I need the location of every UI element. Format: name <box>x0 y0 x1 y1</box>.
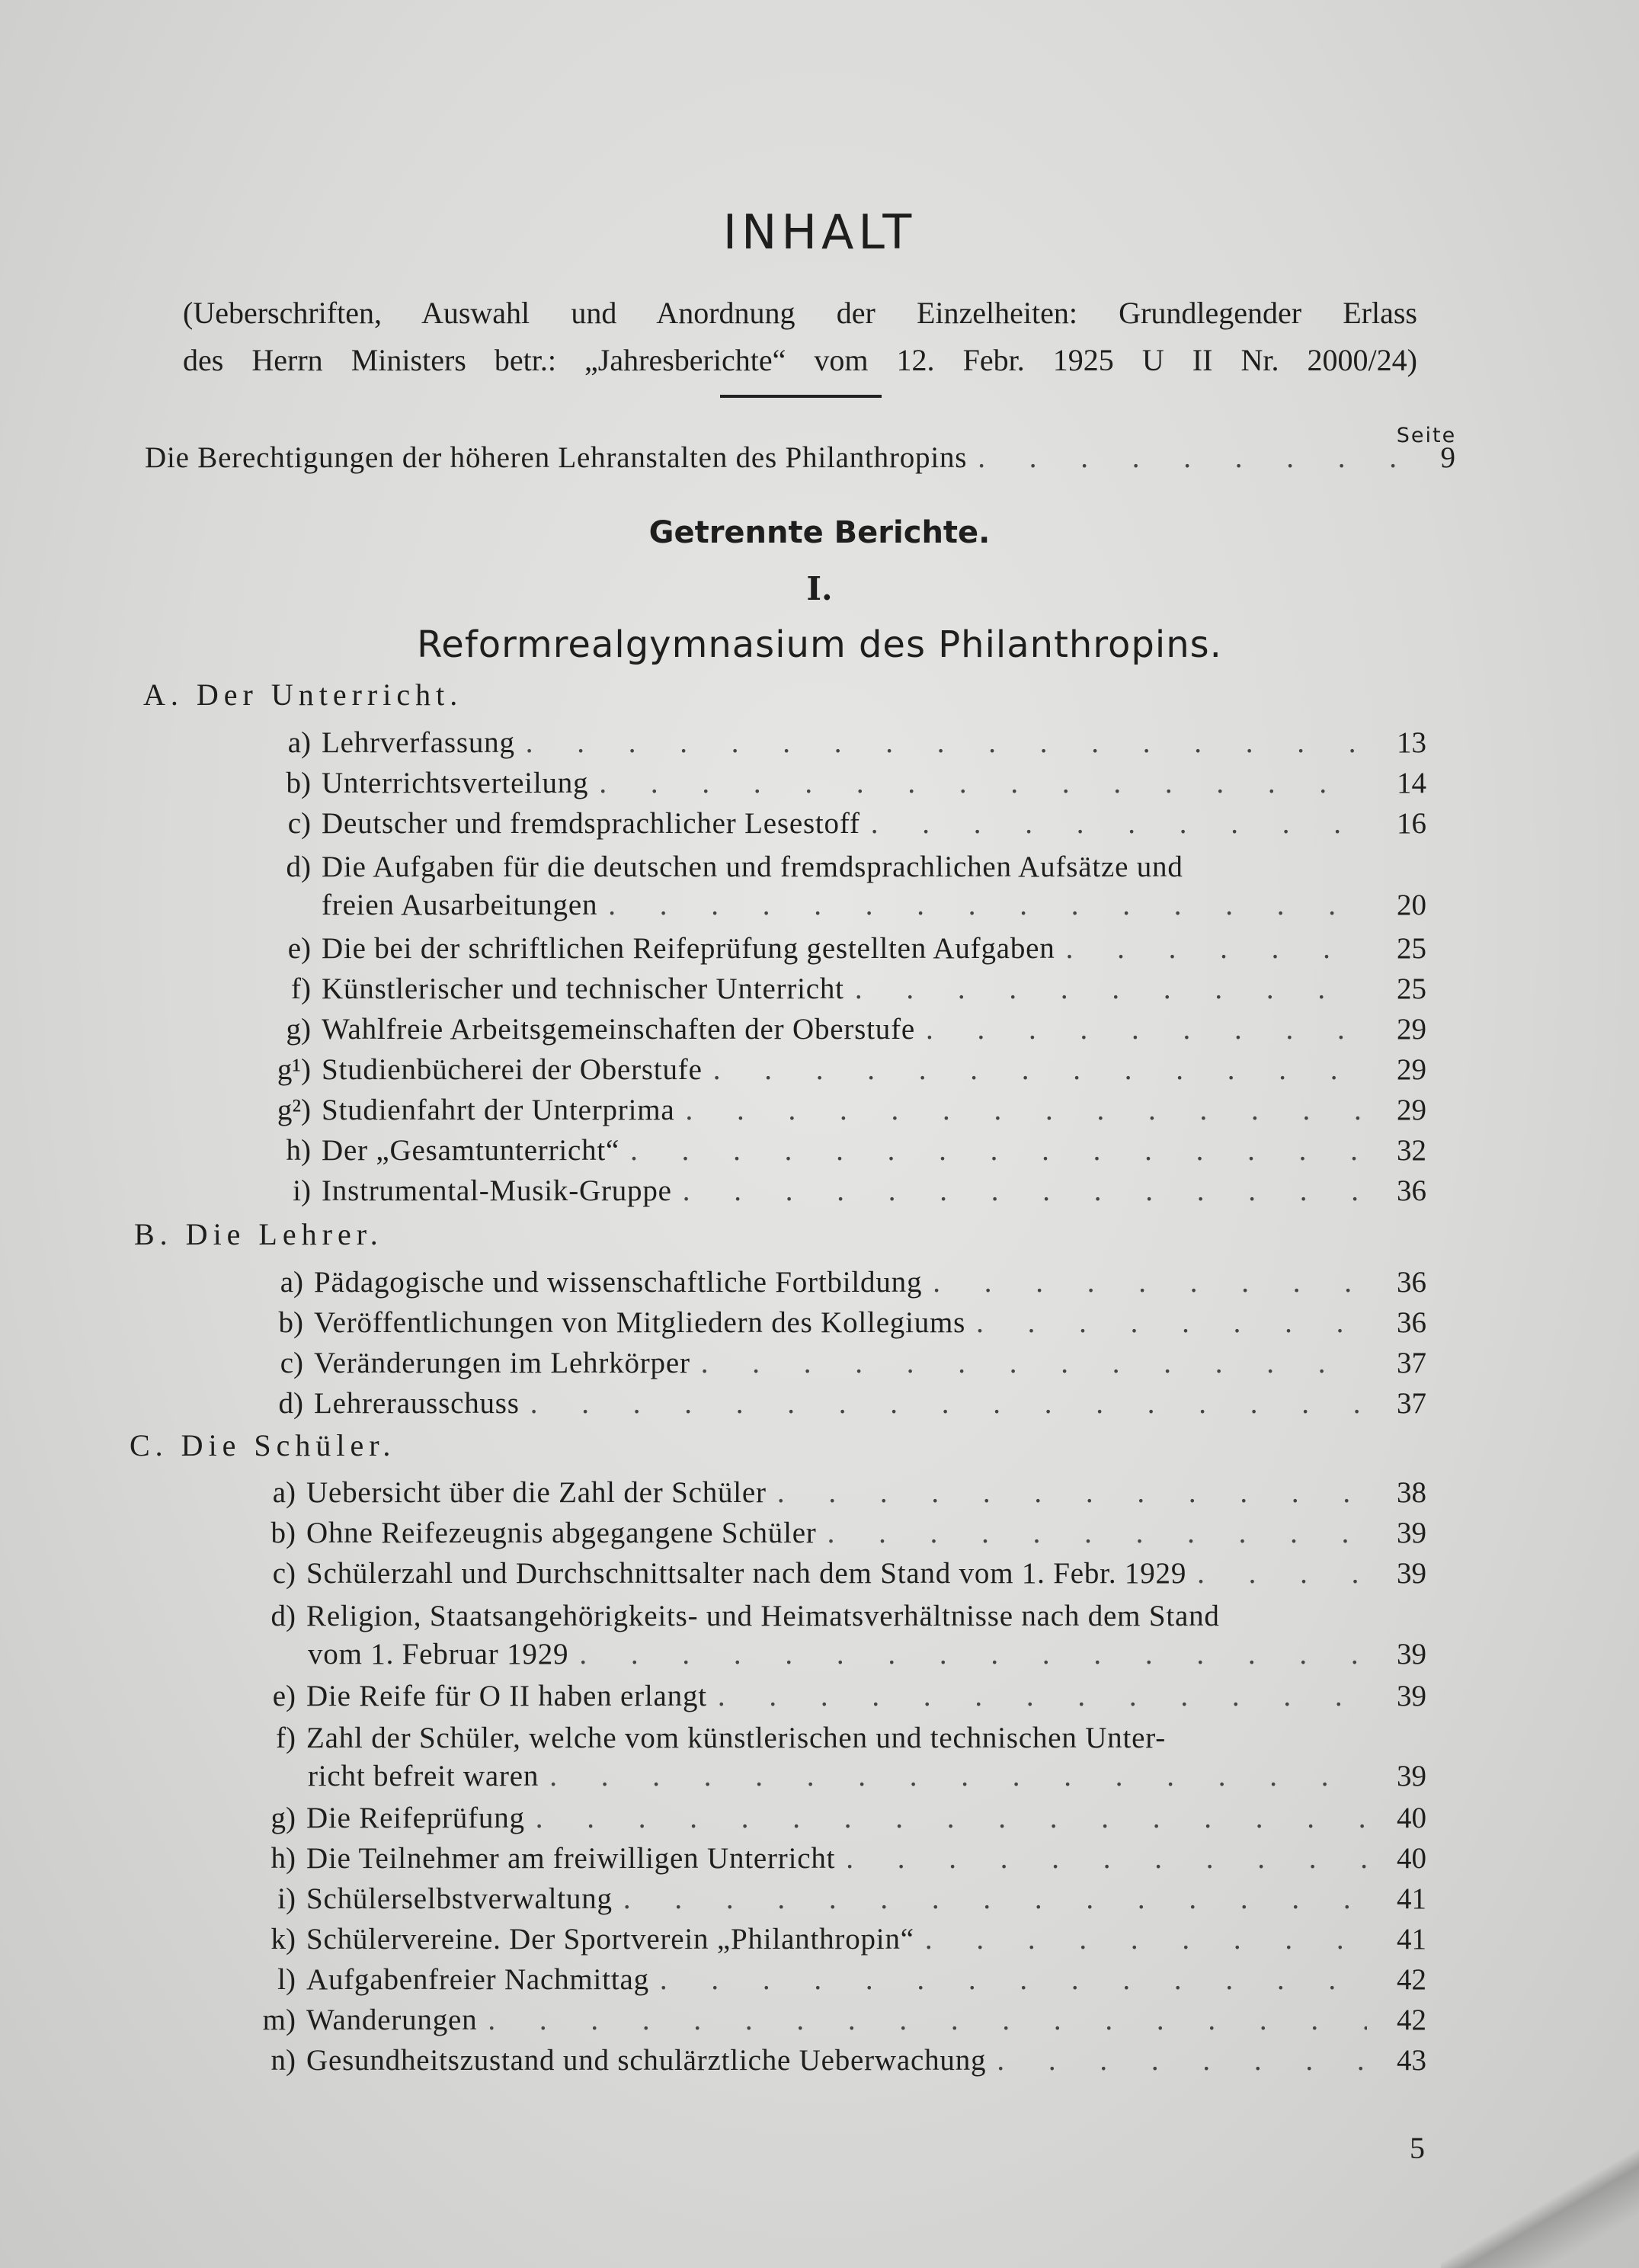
leader-dots <box>997 2043 1367 2077</box>
subtitle-line: (Ueberschriften, Auswahl und Anordnung der Einzelheiten: Grundlegender Erlass <box>183 296 1417 330</box>
entry-page: 25 <box>1397 932 1426 965</box>
entry-text: Die Teilnehmer am freiwilligen Unterricht <box>306 1842 836 1875</box>
entry-page: 39 <box>1397 1680 1426 1712</box>
entry-page: 16 <box>1397 807 1426 840</box>
entry-text: Schülerselbstverwaltung <box>306 1882 613 1915</box>
toc-entry <box>267 726 1426 760</box>
entry-page: 20 <box>1397 889 1426 921</box>
leader-dots <box>660 1962 1367 1997</box>
heading-getrennte: Getrennte Berichte. <box>648 515 991 550</box>
toc-entry <box>251 2043 1426 2077</box>
leader-dots <box>1066 931 1367 966</box>
entry-page: 38 <box>1397 1476 1426 1509</box>
toc-entry <box>267 766 1426 800</box>
toc-entry <box>259 1386 1426 1421</box>
entry-label: n) <box>270 2044 296 2077</box>
entry-text: Veröffentlichungen von Mitgliedern des Kollegiums <box>314 1306 966 1339</box>
entry-text: Lehrerausschuss <box>314 1387 520 1420</box>
entry-page: 29 <box>1397 1094 1426 1126</box>
entry-label: g) <box>270 1802 296 1834</box>
entry-label: b) <box>286 767 311 799</box>
entry-text: Die Reifeprüfung <box>306 1802 525 1834</box>
entry-page: 36 <box>1397 1306 1426 1339</box>
entry-page: 9 <box>1440 441 1455 474</box>
entry-label: f) <box>276 1722 296 1754</box>
entry-text: Die bei der schriftlichen Reifeprüfung gestellten Aufgaben <box>322 932 1055 965</box>
entry-page: 29 <box>1397 1013 1426 1046</box>
entry-text: Schülervereine. Der Sportverein „Philanthropin“ <box>306 1923 914 1956</box>
leader-dots <box>978 440 1396 475</box>
toc-entry <box>267 1093 1426 1127</box>
entry-label: h) <box>270 1842 296 1875</box>
entry-text: Die Berechtigungen der höheren Lehranstalten des Philanthropins <box>145 441 968 474</box>
entry-page: 39 <box>1397 1760 1426 1792</box>
subtitle <box>183 290 1417 384</box>
entry-label: d) <box>286 850 311 883</box>
entry-text: Zahl der Schüler, welche vom künstlerischen und technischen Unter- <box>306 1722 1167 1754</box>
toc-entry <box>251 1962 1426 1997</box>
entry-label: c) <box>280 1347 303 1379</box>
toc-entry <box>251 1721 1426 1755</box>
entry-label: b) <box>278 1306 303 1339</box>
leader-dots <box>701 1346 1367 1380</box>
entry-text: Studienfahrt der Unterprima <box>322 1094 675 1126</box>
leader-dots <box>526 726 1367 760</box>
toc-entry-continuation <box>308 1637 1426 1671</box>
entry-page: 14 <box>1397 767 1426 799</box>
section-c-title: C. Die Schüler. <box>130 1428 396 1462</box>
entry-page: 36 <box>1397 1174 1426 1207</box>
toc-entry <box>251 1882 1426 1916</box>
toc-entry <box>267 806 1426 841</box>
entry-label: c) <box>272 1557 296 1590</box>
entry-text: Schülerzahl und Durchschnittsalter nach dem Stand vom 1. Febr. 1929 <box>306 1557 1187 1590</box>
entry-text: Religion, Staatsangehörigkeits- und Heimatsverhältnisse nach dem Stand <box>306 1600 1220 1632</box>
entry-label: g²) <box>277 1094 311 1126</box>
leader-dots <box>599 766 1367 800</box>
toc-entry <box>267 850 1426 884</box>
page-corner-fold <box>1441 2116 1639 2268</box>
divider <box>720 395 882 398</box>
toc-entry-intro <box>145 440 1455 475</box>
entry-text: Pädagogische und wissenschaftliche Fortbildung <box>314 1266 923 1299</box>
entry-text: Aufgabenfreier Nachmittag <box>306 1963 649 1996</box>
toc-entry <box>251 1922 1426 1956</box>
entry-page: 41 <box>1397 1923 1426 1956</box>
entry-label: l) <box>277 1963 296 1996</box>
leader-dots <box>1197 1556 1367 1590</box>
entry-label: f) <box>291 972 311 1005</box>
entry-text: freien Ausarbeitungen <box>322 889 598 921</box>
toc-entry <box>251 1679 1426 1713</box>
entry-text: Ohne Reifezeugnis abgegangene Schüler <box>306 1517 817 1549</box>
toc-entry <box>267 1012 1426 1046</box>
subtitle-line: des Herrn Ministers betr.: „Jahresberichte“ vom 12. Febr. 1925 U II Nr. 2000/24) <box>183 343 1417 377</box>
entry-label: i) <box>277 1882 296 1915</box>
leader-dots <box>630 1133 1367 1168</box>
entry-page: 37 <box>1397 1347 1426 1379</box>
section-a-title: A. Der Unterricht. <box>143 678 463 712</box>
leader-dots <box>828 1516 1367 1550</box>
leader-dots <box>976 1305 1367 1340</box>
leader-dots <box>536 1801 1367 1835</box>
entry-text: Uebersicht über die Zahl der Schüler <box>306 1476 767 1509</box>
entry-text: Gesundheitszustand und schulärztliche Ueberwachung <box>306 2044 987 2077</box>
entry-text: Der „Gesamtunterricht“ <box>322 1134 620 1167</box>
toc-entry <box>267 972 1426 1006</box>
leader-dots <box>925 1922 1367 1956</box>
entry-page: 39 <box>1397 1557 1426 1590</box>
leader-dots <box>549 1759 1367 1793</box>
entry-page: 29 <box>1397 1053 1426 1086</box>
heading-roman: I. <box>806 570 833 607</box>
leader-dots <box>623 1882 1367 1916</box>
entry-page: 39 <box>1397 1517 1426 1549</box>
toc-entry-continuation <box>322 888 1426 922</box>
page-number: 5 <box>1410 2131 1425 2165</box>
entry-label: i) <box>293 1174 311 1207</box>
leader-dots <box>683 1174 1367 1208</box>
entry-label: c) <box>287 807 311 840</box>
entry-text: vom 1. Februar 1929 <box>308 1638 569 1671</box>
toc-entry <box>251 1801 1426 1835</box>
entry-label: d) <box>270 1600 296 1632</box>
entry-text: Instrumental-Musik-Gruppe <box>322 1174 672 1207</box>
toc-entry <box>267 1052 1426 1087</box>
toc-entry-continuation <box>308 1759 1426 1793</box>
entry-text: Die Aufgaben für die deutschen und fremdsprachlichen Aufsätze und <box>322 850 1183 883</box>
entry-label: a) <box>287 726 311 759</box>
entry-text: Künstlerischer und technischer Unterricht <box>322 972 844 1005</box>
entry-page: 42 <box>1397 1963 1426 1996</box>
entry-page: 37 <box>1397 1387 1426 1420</box>
entry-page: 40 <box>1397 1842 1426 1875</box>
toc-entry <box>251 1599 1426 1633</box>
entry-text: Lehrverfassung <box>322 726 515 759</box>
entry-page: 25 <box>1397 972 1426 1005</box>
entry-page: 32 <box>1397 1134 1426 1167</box>
toc-entry <box>259 1346 1426 1380</box>
leader-dots <box>579 1637 1367 1671</box>
leader-dots <box>530 1386 1367 1421</box>
toc-entry <box>267 1133 1426 1168</box>
leader-dots <box>777 1475 1367 1510</box>
entry-label: g) <box>286 1013 311 1046</box>
toc-entry <box>251 1841 1426 1876</box>
leader-dots <box>846 1841 1367 1876</box>
leader-dots <box>855 972 1367 1006</box>
page-title: INHALT <box>722 204 917 260</box>
entry-text: Veränderungen im Lehrkörper <box>314 1347 690 1379</box>
entry-text: Die Reife für O II haben erlangt <box>306 1680 707 1712</box>
entry-text: Studienbücherei der Oberstufe <box>322 1053 703 1086</box>
heading-school: Reformrealgymnasium des Philanthropins. <box>417 623 1222 666</box>
entry-label: k) <box>270 1923 296 1956</box>
leader-dots <box>718 1679 1367 1713</box>
toc-entry <box>251 1516 1426 1550</box>
entry-label: a) <box>272 1476 296 1509</box>
entry-label: h) <box>286 1134 311 1167</box>
entry-page: 36 <box>1397 1266 1426 1299</box>
entry-page: 42 <box>1397 2004 1426 2036</box>
toc-entry <box>267 931 1426 966</box>
leader-dots <box>488 2003 1367 2037</box>
toc-entry <box>251 1475 1426 1510</box>
entry-text: richt befreit waren <box>308 1760 539 1792</box>
entry-label: d) <box>278 1387 303 1420</box>
entry-label: g¹) <box>277 1053 311 1086</box>
toc-entry <box>259 1265 1426 1299</box>
entry-text: Wanderungen <box>306 2004 478 2036</box>
leader-dots <box>871 806 1367 841</box>
leader-dots <box>926 1012 1367 1046</box>
toc-entry <box>259 1305 1426 1340</box>
entry-text: Wahlfreie Arbeitsgemeinschaften der Oberstufe <box>322 1013 915 1046</box>
entry-label: m) <box>262 2004 296 2036</box>
leader-dots <box>933 1265 1367 1299</box>
entry-page: 41 <box>1397 1882 1426 1915</box>
entry-label: a) <box>280 1266 303 1299</box>
leader-dots <box>608 888 1367 922</box>
entry-label: e) <box>287 932 311 965</box>
entry-page: 43 <box>1397 2044 1426 2077</box>
entry-text: Unterrichtsverteilung <box>322 767 589 799</box>
toc-entry <box>267 1174 1426 1208</box>
toc-entry <box>251 2003 1426 2037</box>
entry-label: b) <box>270 1517 296 1549</box>
entry-page: 40 <box>1397 1802 1426 1834</box>
leader-dots <box>685 1093 1367 1127</box>
entry-page: 13 <box>1397 726 1426 759</box>
seite-label: Seite <box>1396 424 1457 447</box>
entry-label: e) <box>272 1680 296 1712</box>
leader-dots <box>713 1052 1367 1087</box>
section-b-title: B. Die Lehrer. <box>134 1217 383 1251</box>
entry-page: 39 <box>1397 1638 1426 1671</box>
toc-entry <box>251 1556 1426 1590</box>
entry-text: Deutscher und fremdsprachlicher Lesestoff <box>322 807 860 840</box>
